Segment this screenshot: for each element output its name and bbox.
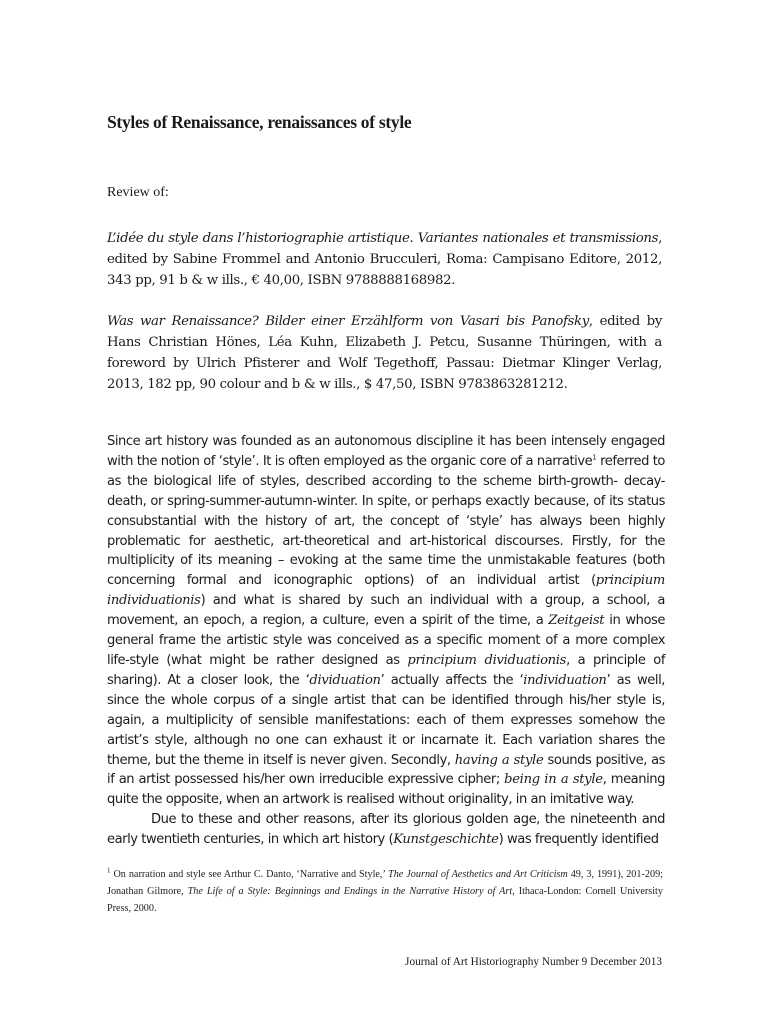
footnote: $^1$ On narration and style see Arthur C. Danto, ‘Narrative and Style,’ The Journal of Aesthetics and Art Criticism 49, 3, 1991), 201-209; Jonathan Gilmore, The Life of a Style: Beginnings and Endings in the Narrative History of Art, Ithaca-London: Cornell University Press, 2000.: [107, 866, 663, 914]
book-title: L’idée du style dans l’historiographie artistique. Variantes nationales et transmissions: [107, 231, 659, 246]
footnote-marker[interactable]: 1: [592, 453, 597, 462]
journal-footer: Journal of Art Historiography Number 9 December 2013: [405, 956, 662, 968]
article-title: Styles of Renaissance, renaissances of style: [107, 112, 412, 132]
book-title: Was war Renaissance? Bilder einer Erzählform von Vasari bis Panofsky: [107, 314, 589, 329]
body-paragraph-1: Since art history was founded as an autonomous discipline it has been intensely engaged with the notion of ‘style’. It is often employed as the organic core of a narrative$^1$ referred to as the biological life of styles, described according to the scheme birth-growth- decay-death, or spring-summer-autumn-winter. In spite, or perhaps exactly because, of its status consubstantial with the history of art, the concept of ‘style’ has always been highly problematic for aesthetic, art-theoretical and art-historical discourses. Firstly, for the multiplicity of its meaning – evoking at the same time the unmistakable features (both concerning formal and iconographic options) of an individual artist (principium individuationis) and what is shared by such an individual with a group, a school, a movement, an epoch, a region, a culture, even a spirit of the time, a Zeitgeist in whose general frame the artistic style was conceived as a specific moment of a more complex life-style (what might be rather designed as principium dividuationis, a principle of sharing). At a closer look, the ‘dividuation’ actually affects the ‘individuation’ as well, since the whole corpus of a single artist that can be identified through his/her style is, again, a multiplicity of sensible manifestations: each of them expresses somehow the artist’s style, although no one can exhaust it or incarnate it. Each variation shares the theme, but the theme in itself is never given. Secondly, having a style sounds positive, as if an artist possessed his/her own irreducible expressive cipher; being in a style, meaning quite the opposite, when an artwork is realised without originality, in an imitative way.: [107, 434, 666, 808]
book-details: , edited by Hans Christian Hönes, Léa Kuhn, Elizabeth J. Petcu, Susanne Thüringen, with a foreword by Ulrich Pfisterer and Wolf Tegethoff, Passau: Dietmar Klinger Verlag, 2013, 182 pp, 90 colour and b & w ills., $ 47,50, ISBN 9783863281212.: [107, 314, 662, 392]
footnote-number: 1: [107, 866, 111, 875]
book-details: , edited by Sabine Frommel and Antonio Brucculeri, Roma: Campisano Editore, 2012, 343 pp, 91 b & w ills., € 40,00, ISBN 9788888168982.: [107, 231, 662, 288]
reviewed-book-1: [107, 228, 662, 291]
review-of-label: Review of:: [107, 185, 169, 200]
reviewed-book-2: [107, 311, 662, 395]
body-text: [107, 432, 665, 850]
body-paragraph-2: Due to these and other reasons, after its glorious golden age, the nineteenth and early twentieth centuries, in which art history (Kunstgeschichte) was frequently identified: [107, 812, 665, 848]
